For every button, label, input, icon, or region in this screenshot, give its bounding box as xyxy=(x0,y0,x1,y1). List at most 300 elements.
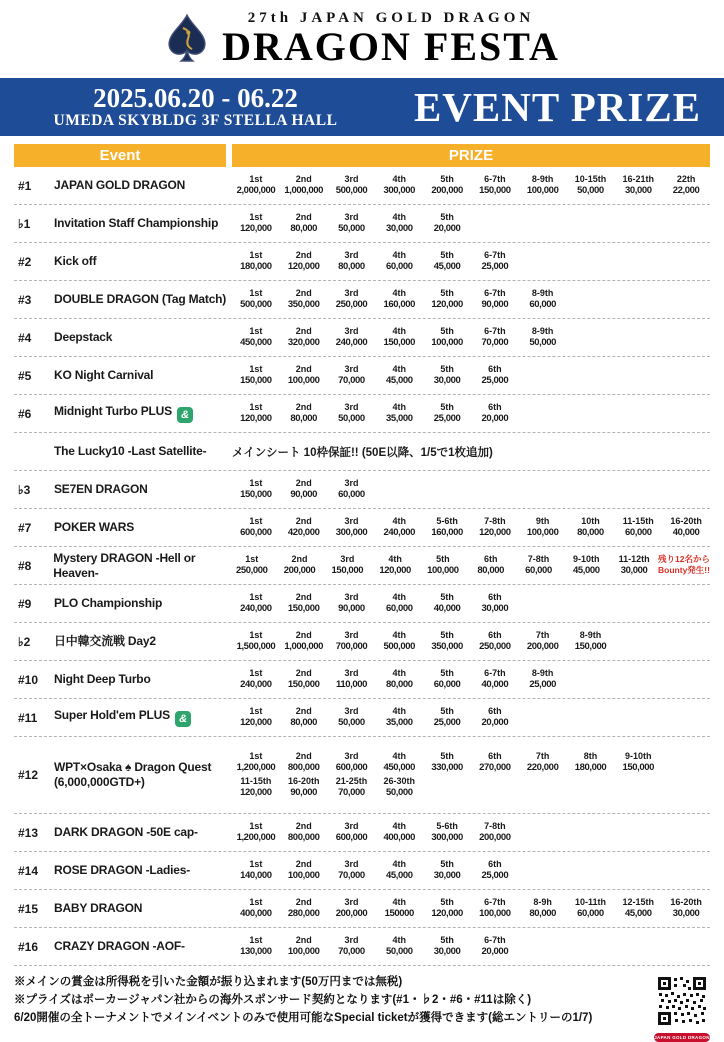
event-name xyxy=(54,216,232,231)
prize-amount: 450,000 xyxy=(383,762,416,774)
prize-rank: 3rd xyxy=(344,705,359,716)
prize-cell xyxy=(375,935,423,958)
prize-table-row xyxy=(14,281,710,319)
prize-cell xyxy=(280,478,328,501)
event-name xyxy=(54,708,232,727)
prize-rank: 2nd xyxy=(295,211,312,222)
prize-table-row xyxy=(14,623,710,661)
prize-cell xyxy=(423,897,471,920)
event-info xyxy=(0,84,391,130)
event-name-text: Deepstack xyxy=(54,330,113,344)
prize-cell xyxy=(232,250,280,273)
prize-cell xyxy=(614,897,662,920)
prize-cell xyxy=(328,592,376,615)
prize-cell xyxy=(328,402,376,425)
prize-amount: 800,000 xyxy=(287,762,320,774)
prize-rank: 6th xyxy=(483,553,498,564)
prize-rank: 8-9th xyxy=(531,287,554,298)
prize-rank: 3rd xyxy=(344,325,359,336)
prize-line xyxy=(228,554,710,577)
prize-rank: 2nd xyxy=(295,858,312,869)
prize-cell xyxy=(423,935,471,958)
prize-rank: 1st xyxy=(249,401,263,412)
event-name xyxy=(54,901,232,916)
prize-rank: 5th xyxy=(440,173,454,184)
event-name xyxy=(54,634,232,649)
event-number: #3 xyxy=(18,292,32,307)
prize-rank: 2nd xyxy=(295,401,312,412)
prize-cell xyxy=(375,174,423,197)
prize-amount: 1,500,000 xyxy=(236,641,276,653)
prize-rank: 1st xyxy=(249,515,263,526)
event-number: #9 xyxy=(18,596,32,611)
prize-cell xyxy=(471,516,519,539)
prize-rank: 6th xyxy=(488,401,502,412)
prize-cell xyxy=(280,859,328,882)
event-name xyxy=(54,368,232,383)
event-name xyxy=(54,939,232,954)
prize-amount: 70,000 xyxy=(338,375,365,387)
event-number: ♭2 xyxy=(18,634,31,649)
header-title: DRAGON FESTA xyxy=(222,24,560,70)
prize-cells xyxy=(232,402,710,425)
prize-rank: 4th xyxy=(392,325,407,336)
prize-rank: 21-25th xyxy=(335,776,368,786)
prize-rank: 3rd xyxy=(344,287,359,298)
prize-rank: 10-11th xyxy=(574,896,606,907)
prize-cell xyxy=(232,478,280,501)
qr-code-block xyxy=(654,976,710,1042)
event-name xyxy=(54,760,232,790)
event-name xyxy=(54,292,232,307)
prize-cell xyxy=(567,630,615,653)
prize-amount: 1,200,000 xyxy=(236,832,276,844)
prize-line xyxy=(232,212,710,235)
prize-rank: 1st xyxy=(249,591,263,602)
prize-line xyxy=(232,326,710,349)
event-prize-title: EVENT PRIZE xyxy=(413,84,702,130)
prize-cell xyxy=(328,668,376,691)
prize-table-row xyxy=(14,471,710,509)
prize-amount: 500,000 xyxy=(240,299,272,311)
prize-cell xyxy=(614,516,662,539)
prize-amount: 40,000 xyxy=(433,603,461,615)
prize-rank: 11-15th xyxy=(240,776,272,786)
prize-cell xyxy=(423,668,471,691)
prize-cell xyxy=(423,821,471,844)
prize-amount: 80,000 xyxy=(477,565,505,577)
prize-cell xyxy=(280,174,328,197)
prize-cell xyxy=(328,897,376,920)
event-column-header: Event xyxy=(14,144,226,167)
event-number: ♭1 xyxy=(18,216,31,231)
spade-dragon-logo-icon xyxy=(164,11,210,67)
prize-amount: 250,000 xyxy=(479,641,511,653)
event-name xyxy=(54,863,232,878)
prize-amount: 300,000 xyxy=(383,185,416,197)
prize-cell xyxy=(375,630,423,653)
prize-rank: 16-20th xyxy=(287,776,320,786)
prize-cell xyxy=(471,859,519,882)
prize-rank: 4th xyxy=(388,553,402,564)
prize-line xyxy=(232,364,710,387)
event-number: #7 xyxy=(18,520,32,535)
prize-rank: 9-10th xyxy=(625,750,652,761)
prize-line xyxy=(232,402,710,425)
prize-amount: 200,000 xyxy=(526,641,559,653)
prize-amount: 22,000 xyxy=(672,185,700,197)
prize-amount: 280,000 xyxy=(287,908,320,920)
prize-rank: 6th xyxy=(488,750,502,761)
prize-table-row xyxy=(14,167,710,205)
prize-cell xyxy=(375,751,423,774)
prize-cell xyxy=(232,402,280,425)
prize-amount: 60,000 xyxy=(529,299,557,311)
prize-cell xyxy=(471,668,519,691)
prize-rank: 4th xyxy=(392,820,407,831)
prize-amount: 50,000 xyxy=(338,413,365,425)
prize-cell xyxy=(280,402,328,425)
prize-amount: 80,000 xyxy=(290,413,318,425)
bounty-note-line: Bounty発生!! xyxy=(658,564,710,575)
prize-cell xyxy=(328,935,376,958)
prize-rank: 2nd xyxy=(295,705,312,716)
prize-amount: 2,000,000 xyxy=(236,185,276,197)
prize-rank: 6th xyxy=(488,629,502,640)
prize-rank: 3rd xyxy=(344,896,359,907)
prize-rank: 1st xyxy=(245,553,259,564)
prize-cell xyxy=(471,592,519,615)
prize-cell xyxy=(375,592,423,615)
event-name xyxy=(54,596,232,611)
prize-rank: 2nd xyxy=(295,515,312,526)
prize-line xyxy=(232,250,710,273)
prize-cell xyxy=(232,935,280,958)
prize-cell xyxy=(328,250,376,273)
event-name-text: Super Hold'em PLUS & xyxy=(54,708,232,727)
prize-amount: 50,000 xyxy=(529,337,557,349)
prize-amount: 200,000 xyxy=(479,832,511,844)
prize-amount: 240,000 xyxy=(240,603,272,615)
prize-amount: 160,000 xyxy=(383,299,416,311)
prize-cell xyxy=(232,592,280,615)
prize-rank: 8-9th xyxy=(531,325,554,336)
prize-rank: 4th xyxy=(392,629,407,640)
prize-cell xyxy=(419,554,467,577)
prize-rank: 5th xyxy=(440,934,454,945)
prize-cell xyxy=(423,751,471,774)
prize-amount: 60,000 xyxy=(338,489,365,501)
prize-cell xyxy=(471,897,519,920)
prize-rank: 2nd xyxy=(295,477,312,488)
prize-rank: 3rd xyxy=(344,750,359,761)
prize-rank: 7-8th xyxy=(484,820,506,831)
prize-cell xyxy=(328,821,376,844)
event-name xyxy=(54,330,232,345)
prize-cell xyxy=(280,751,328,774)
prize-rank: 7-8th xyxy=(527,553,550,564)
prize-cell xyxy=(519,630,567,653)
prize-amount: 25,000 xyxy=(433,413,461,425)
prize-cell xyxy=(515,554,563,577)
poster-header xyxy=(0,0,724,78)
prize-table-row xyxy=(14,319,710,357)
prize-cell xyxy=(423,630,471,653)
prize-table xyxy=(0,136,724,966)
prize-amount: 100,000 xyxy=(526,185,559,197)
prize-cell xyxy=(232,821,280,844)
prize-cells xyxy=(232,444,710,460)
prize-table-row xyxy=(14,433,710,471)
prize-amount: 80,000 xyxy=(385,679,413,691)
prize-cells xyxy=(232,516,710,539)
prize-cell xyxy=(328,288,376,311)
prize-cell xyxy=(471,935,519,958)
prize-rank: 5th xyxy=(440,211,454,222)
event-name-text: ROSE DRAGON -Ladies- xyxy=(54,863,191,877)
prize-rank: 3rd xyxy=(344,249,359,260)
prize-rank: 1st xyxy=(249,858,263,869)
prize-cell xyxy=(276,554,324,577)
prize-amount: 90,000 xyxy=(338,603,365,615)
prize-cell xyxy=(328,478,376,501)
prize-rank: 8th xyxy=(583,750,598,761)
prize-table-row xyxy=(14,357,710,395)
prize-rank: 8-9th xyxy=(531,667,554,678)
prize-amount: 150,000 xyxy=(240,375,272,387)
event-name xyxy=(54,482,232,497)
prize-amount: 120,000 xyxy=(240,413,272,425)
prize-cell xyxy=(375,364,423,387)
prize-line xyxy=(232,935,710,958)
prize-cell xyxy=(280,326,328,349)
prize-amount: 90,000 xyxy=(290,787,318,799)
prize-rank: 4th xyxy=(392,515,407,526)
prize-line xyxy=(232,516,710,539)
prize-cell xyxy=(328,859,376,882)
prize-table-row xyxy=(14,661,710,699)
prize-rank: 4th xyxy=(392,173,407,184)
prize-cell xyxy=(328,364,376,387)
prize-cell xyxy=(280,212,328,235)
prize-cell xyxy=(519,668,567,691)
prize-table-row xyxy=(14,395,710,433)
prize-amount: 60,000 xyxy=(385,603,413,615)
prize-rank: 3rd xyxy=(344,629,359,640)
prize-table-row xyxy=(14,205,710,243)
event-name-text: Invitation Staff Championship xyxy=(54,216,219,230)
prize-cell xyxy=(232,212,280,235)
prize-amount: 130,000 xyxy=(240,946,272,958)
prize-rank: 3rd xyxy=(344,211,359,222)
prize-line xyxy=(232,751,710,774)
prize-amount: 100,000 xyxy=(479,908,511,920)
prize-cell xyxy=(323,554,371,577)
prize-rank: 5th xyxy=(440,667,454,678)
event-name-text: Midnight Turbo PLUS & xyxy=(54,404,232,423)
event-name-text: Kick off xyxy=(54,254,97,268)
guarantee-note: メインシート 10枠保証!! (50E以降、1/5で1枚追加) xyxy=(232,446,493,459)
prize-cells xyxy=(232,751,710,799)
prize-rank: 3rd xyxy=(340,553,355,564)
prize-amount: 120,000 xyxy=(479,527,511,539)
prize-amount: 100,000 xyxy=(431,337,463,349)
prize-rank: 5th xyxy=(440,896,454,907)
prize-rank: 16-21th xyxy=(622,173,655,184)
prize-cell xyxy=(375,706,423,729)
prize-cell xyxy=(423,516,471,539)
prize-rank: 6th xyxy=(488,363,502,374)
event-name-text: The Lucky10 -Last Satellite- xyxy=(54,444,207,458)
prize-rank: 6-7th xyxy=(484,896,506,907)
footer-notes xyxy=(14,974,592,1027)
prize-amount: 160,000 xyxy=(431,527,463,539)
prize-amount: 400,000 xyxy=(240,908,272,920)
prize-rank: 4th xyxy=(392,750,407,761)
prize-line xyxy=(232,821,710,844)
prize-amount: 70,000 xyxy=(481,337,509,349)
prize-cell xyxy=(280,250,328,273)
prize-rank: 7th xyxy=(535,750,550,761)
prize-amount: 100,000 xyxy=(287,870,320,882)
prize-amount: 60,000 xyxy=(433,679,461,691)
prize-line xyxy=(232,897,710,920)
prize-amount: 25,000 xyxy=(481,870,509,882)
prize-amount: 60,000 xyxy=(525,565,552,577)
prize-cell xyxy=(471,364,519,387)
prize-cells xyxy=(232,630,710,653)
prize-line xyxy=(232,174,710,197)
prize-rank: 7th xyxy=(535,629,550,640)
prize-cell xyxy=(232,288,280,311)
prize-amount: 100,000 xyxy=(287,375,320,387)
prize-cell xyxy=(662,897,710,920)
prize-rank: 5th xyxy=(440,858,454,869)
prize-cell xyxy=(371,554,419,577)
prize-amount: 240,000 xyxy=(335,337,368,349)
event-number: #10 xyxy=(18,672,39,687)
prize-rank: 5-6th xyxy=(436,515,458,526)
prize-rank: 4th xyxy=(392,896,407,907)
prize-rank: 5th xyxy=(440,325,454,336)
prize-cell xyxy=(519,897,567,920)
prize-table-row xyxy=(14,814,710,852)
prize-amount: 70,000 xyxy=(338,787,365,799)
prize-rank: 1st xyxy=(249,896,263,907)
prize-cell xyxy=(280,288,328,311)
event-number: #12 xyxy=(18,768,39,782)
prize-cell xyxy=(610,554,658,577)
prize-cell xyxy=(232,364,280,387)
prize-cell xyxy=(280,516,328,539)
prize-rank: 4th xyxy=(392,401,407,412)
prize-rank: 3rd xyxy=(344,820,359,831)
prize-amount: 150,000 xyxy=(287,679,320,691)
prize-cells xyxy=(232,592,710,615)
prize-cell xyxy=(228,554,276,577)
prize-cell xyxy=(562,554,610,577)
prize-amount: 80,000 xyxy=(577,527,604,539)
prize-cell xyxy=(328,326,376,349)
prize-amount: 140,000 xyxy=(240,870,272,882)
prize-cell xyxy=(328,630,376,653)
prize-rank: 16-20th xyxy=(670,515,702,526)
prize-amount: 1,000,000 xyxy=(284,185,324,197)
event-number: #13 xyxy=(18,825,39,840)
prize-amount: 45,000 xyxy=(624,908,652,920)
prize-amount: 600,000 xyxy=(335,762,368,774)
prize-cell xyxy=(375,402,423,425)
event-name-text: DOUBLE DRAGON (Tag Match) xyxy=(54,292,227,306)
footer-note-line: ※プライズはポーカージャパン社からの海外スポンサード契約となります(#1・♭2・#6・#11は除く) xyxy=(14,993,532,1006)
prize-rank: 5th xyxy=(440,287,454,298)
prize-amount: 100,000 xyxy=(526,527,559,539)
event-name-text: Mystery DRAGON -Hell or Heaven- xyxy=(53,550,196,580)
prize-cell xyxy=(375,897,423,920)
prize-rank: 4th xyxy=(392,591,407,602)
prize-rank: 3rd xyxy=(344,363,359,374)
prize-cell xyxy=(232,630,280,653)
prize-cell xyxy=(471,751,519,774)
prize-rank: 6-7th xyxy=(484,325,506,336)
prize-rank: 2nd xyxy=(295,750,312,761)
event-venue: UMEDA SKYBLDG 3F STELLA HALL xyxy=(53,112,338,130)
event-name-text: POKER WARS xyxy=(54,520,135,534)
prize-amount: 320,000 xyxy=(287,337,320,349)
prize-amount: 120,000 xyxy=(240,223,272,235)
prize-amount: 600,000 xyxy=(240,527,272,539)
prize-amount: 500,000 xyxy=(335,185,368,197)
prize-rank: 3rd xyxy=(344,401,359,412)
prize-rank: 11-15th xyxy=(622,515,654,526)
prize-cell xyxy=(567,516,615,539)
prize-amount: 600,000 xyxy=(335,832,368,844)
prize-amount: 150,000 xyxy=(287,603,320,615)
prize-cell xyxy=(232,751,280,774)
prize-rank: 2nd xyxy=(295,591,312,602)
prize-rank: 2nd xyxy=(295,287,312,298)
prize-amount: 25,000 xyxy=(433,717,461,729)
prize-rank: 16-20th xyxy=(670,896,702,907)
prize-cell xyxy=(232,859,280,882)
prize-cell xyxy=(232,706,280,729)
event-name xyxy=(54,404,232,423)
event-number: #4 xyxy=(18,330,32,345)
event-number: #14 xyxy=(18,863,39,878)
prize-rank: 6-7th xyxy=(484,173,506,184)
prize-cell xyxy=(280,776,328,799)
prize-rank: 4th xyxy=(392,934,407,945)
prize-cell xyxy=(471,402,519,425)
prize-amount: 60,000 xyxy=(385,261,413,273)
prize-cell xyxy=(423,364,471,387)
prize-rank: 1st xyxy=(249,820,263,831)
prize-amount: 180,000 xyxy=(574,762,607,774)
prize-amount: 120,000 xyxy=(379,565,411,577)
prize-amount: 35,000 xyxy=(385,413,413,425)
prize-amount: 240,000 xyxy=(383,527,416,539)
prize-cell xyxy=(375,516,423,539)
prize-rank: 6-7th xyxy=(484,249,506,260)
prize-cells xyxy=(232,364,710,387)
prize-amount: 350,000 xyxy=(431,641,463,653)
prize-rank: 5th xyxy=(440,705,454,716)
prize-cells xyxy=(232,326,710,349)
prize-rank: 5-6th xyxy=(436,820,458,831)
poster-footer xyxy=(0,966,724,1042)
prize-rank: 11-12th xyxy=(618,553,650,564)
prize-amount: 30,000 xyxy=(433,870,461,882)
